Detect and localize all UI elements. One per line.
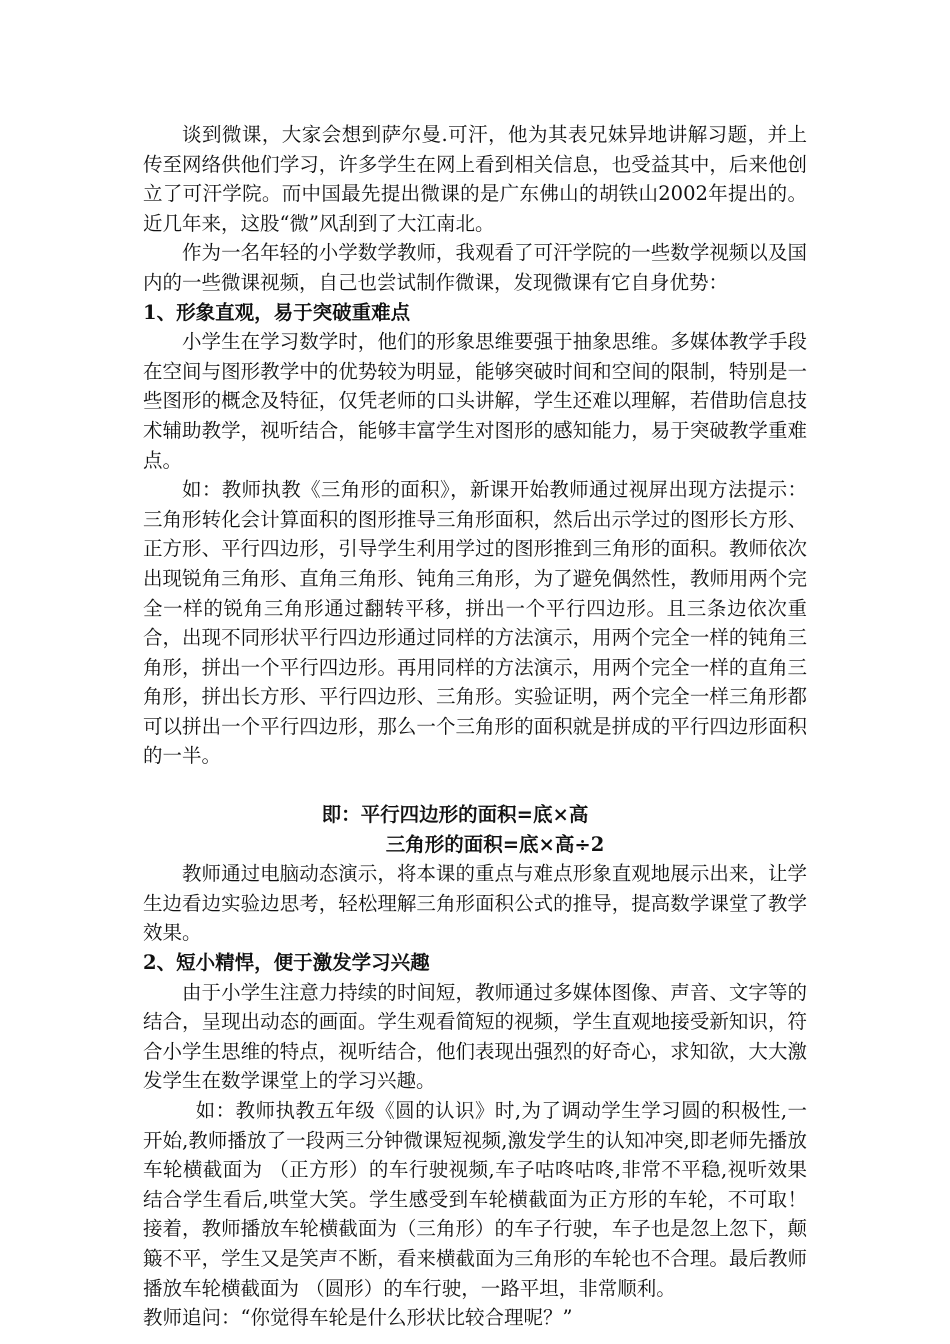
formula-parallelogram: 即：平行四边形的面积=底×高 (321, 803, 589, 827)
paragraph-triangle-example: 如：教师执教《三角形的面积》，新课开始教师通过视屏出现方法提示：三角形转化会计算面积的图形推导三角形面积，然后出示学过的图形长方形、正方形、平行四边形，引导学生利用学过的图形推到三角形的面积。教师依次出现锐角三角形、直角三角形、钝角三角形，为了避免偶然性，教师用两个完全一样的锐角三角形通过翻转平移，拼出一个平行四边形。且三条边依次重合，出现不同形状平行四边形通过同样的方法演示，用两个完全一样的钝角三角形，拼出一个平行四边形。再用同样的方法演示，用两个完全一样的直角三角形，拼出长方形、平行四边形、三角形。实验证明，两个完全一样三角形都可以拼出一个平行四边形，那么一个三角形的面积就是拼成的平行四边形面积的一半。 (143, 478, 807, 768)
paragraph-teacher-question: 教师追问：“你觉得车轮是什么形状比较合理呢？” (143, 1306, 573, 1330)
section-heading-2: 2、短小精悍，便于激发学习兴趣 (143, 951, 430, 975)
paragraph-attention: 由于小学生注意力持续的时间短，教师通过多媒体图像、声音、文字等的结合，呈现出动态的画面。学生观看简短的视频，学生直观地接受新知识，符合小学生思维的特点，视听结合，他们表现出强烈的好奇心，求知欲，大大激发学生在数学课堂上的学习兴趣。 (143, 980, 807, 1093)
formula-triangle: 三角形的面积=底×高÷2 (385, 832, 605, 856)
paragraph-advantages: 作为一名年轻的小学数学教师，我观看了可汗学院的一些数学视频以及国内的一些微课视频，自己也尝试制作微课，发现微课有它自身优势： (143, 241, 807, 294)
paragraph-intro: 谈到微课，大家会想到萨尔曼.可汗，他为其表兄妹异地讲解习题，并上传至网络供他们学习，许多学生在网上看到相关信息，也受益其中，后来他创立了可汗学院。而中国最先提出微课的是广东佛山的胡铁山2002年提出的。近几年来，这股“微”风刮到了大江南北。 (143, 123, 807, 235)
paragraph-circle-example: 如：教师执教五年级《圆的认识》时,为了调动学生学习圆的积极性,一开始,教师播放了一段两三分钟微课短视频,激发学生的认知冲突,即老师先播放车轮横截面为 （正方形）的车行驶视频,车子咕咚咕咚,非常不平稳,视听效果结合学生看后,哄堂大笑。学生感受到车轮横截面为正方形的车轮，不可取！接着，教师播放车轮横截面为（三角形）的车子行驶，车子也是忽上忽下，颠簸不平，学生又是笑声不断，看来横截面为三角形的车轮也不合理。最后教师播放车轮横截面为 （圆形）的车行驶，一路平坦，非常顺利。 (143, 1099, 807, 1300)
document-body (143, 120, 807, 1333)
section-heading-1: 1、形象直观，易于突破重难点 (143, 300, 411, 324)
paragraph-visual-thinking: 小学生在学习数学时，他们的形象思维要强于抽象思维。多媒体教学手段在空间与图形教学中的优势较为明显，能够突破时间和空间的限制，特别是一些图形的概念及特征，仅凭老师的口头讲解，学生还难以理解，若借助信息技术辅助教学，视听结合，能够丰富学生对图形的感知能力，易于突破教学重难点。 (143, 330, 807, 472)
paragraph-demo-effect: 教师通过电脑动态演示，将本课的重点与难点形象直观地展示出来，让学生边看边实验边思考，轻松理解三角形面积公式的推导，提高数学课堂了教学效果。 (143, 862, 807, 945)
